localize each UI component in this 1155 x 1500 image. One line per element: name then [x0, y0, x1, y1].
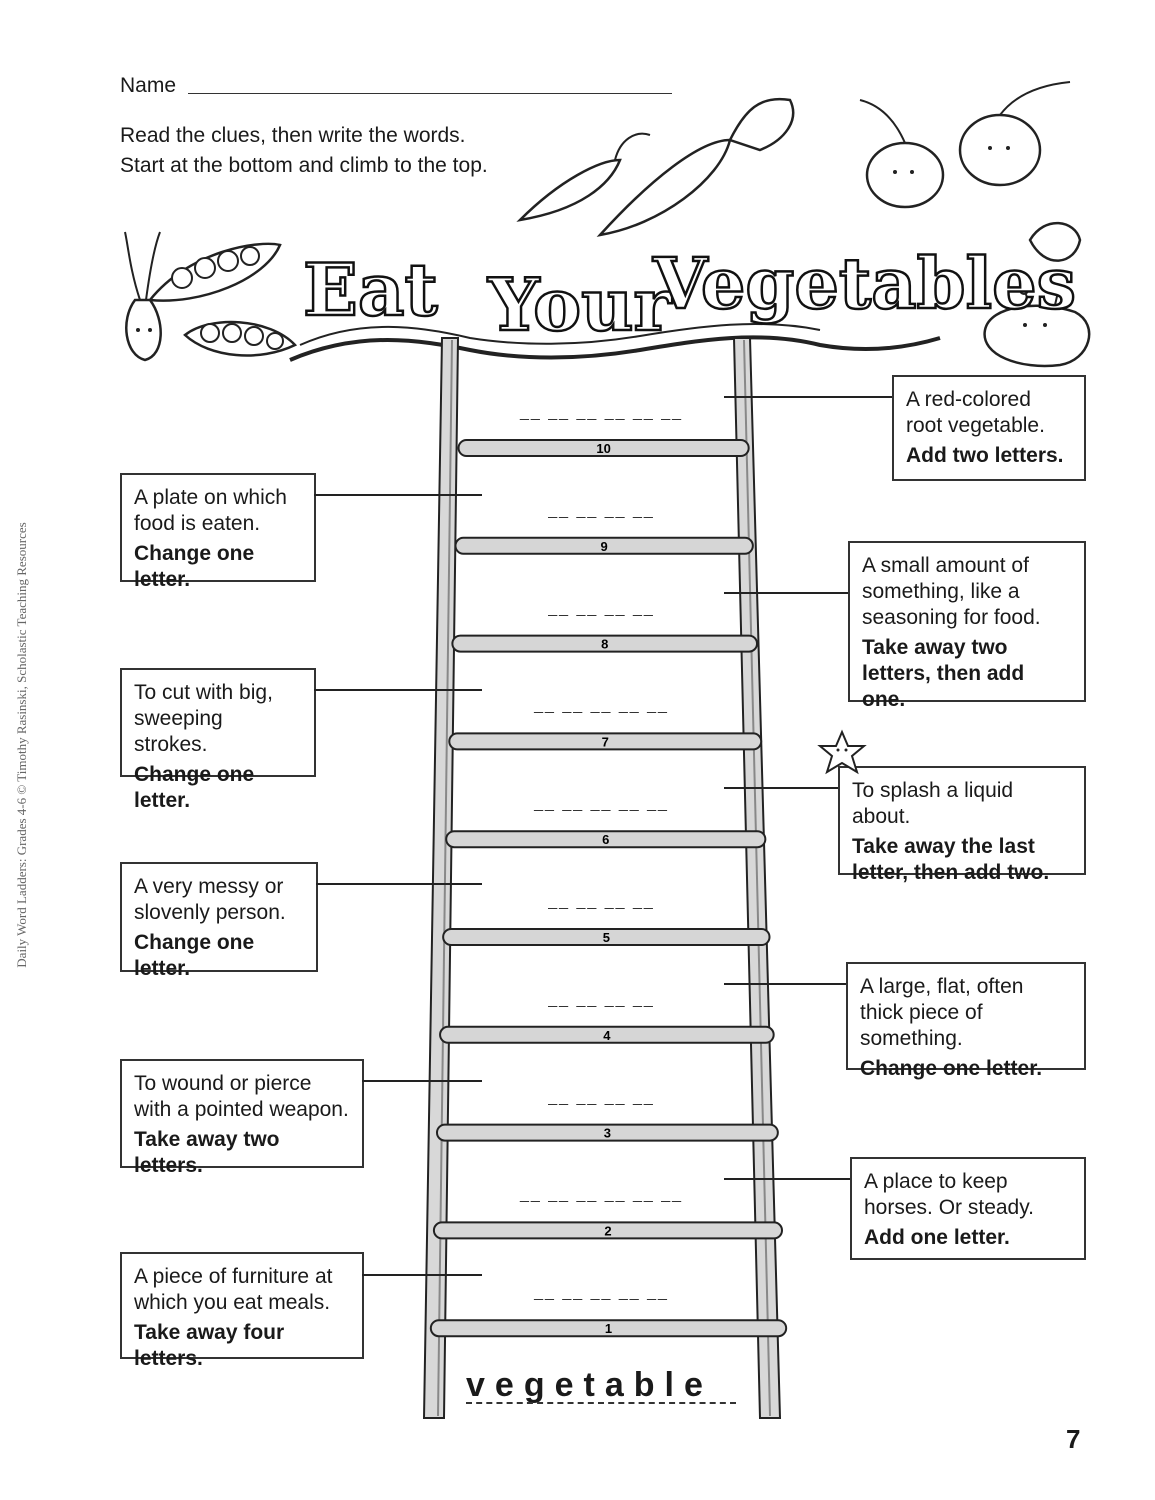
clue-rule: Change one letter.	[134, 931, 255, 980]
side-credit: Daily Word Ladders: Grades 4-6 © Timothy Rasinski, Scholastic Teaching Resources	[14, 522, 29, 968]
clue-rule: Take away two letters, then add one.	[862, 636, 1025, 711]
clue-leader-9	[314, 494, 482, 496]
rung-number: 5	[602, 930, 610, 945]
rung-number: 2	[604, 1223, 612, 1239]
base-word: vegetable	[466, 1366, 713, 1404]
rung-number: 7	[601, 734, 609, 750]
clue-rule: Take away the last letter, then add two.	[852, 835, 1050, 884]
answer-blank-row[interactable]: __ __ __ __ __	[534, 795, 669, 813]
base-word-underline	[466, 1402, 736, 1404]
page-number: 7	[1066, 1424, 1081, 1454]
answer-blank-row[interactable]: __ __ __ __ __	[534, 697, 669, 715]
star-icon	[812, 728, 872, 778]
title-word-eat: Eat	[303, 247, 438, 332]
clue-definition: A place to keep horses. Or steady.	[864, 1170, 1035, 1219]
clue-box-3	[120, 1059, 364, 1177]
clue-definition: A small amount of something, like a seasoning for food.	[862, 554, 1041, 629]
clue-box-4	[846, 962, 1086, 1080]
answer-blank-row[interactable]: __ __ __ __ __	[534, 1284, 669, 1302]
clue-definition: A piece of furniture at which you eat meals.	[134, 1265, 333, 1314]
clue-box-2	[850, 1157, 1086, 1260]
clue-leader-1	[362, 1274, 482, 1276]
title-word-your: Your	[488, 262, 672, 347]
instruction-line-1: Read the clues, then write the words.	[120, 124, 466, 147]
clue-leader-5	[316, 883, 482, 885]
clue-leader-7	[314, 689, 482, 691]
clue-box-10	[892, 375, 1086, 481]
answer-blank-row[interactable]: __ __ __ __	[548, 893, 655, 910]
clue-definition: A large, flat, often thick piece of something.	[860, 975, 1024, 1050]
clue-box-6	[838, 766, 1086, 884]
clue-leader-10	[724, 396, 894, 398]
rung-number: 1	[604, 1321, 613, 1337]
clue-box-8	[848, 541, 1086, 711]
clue-leader-6	[724, 787, 840, 789]
answer-blank-row[interactable]: __ __ __ __	[548, 599, 655, 617]
clue-rule: Change one letter.	[134, 542, 255, 591]
clue-definition: A plate on which food is eaten.	[134, 486, 287, 535]
clue-leader-4	[724, 983, 848, 985]
rung-number: 3	[603, 1125, 612, 1141]
rung-number: 4	[603, 1027, 611, 1043]
clue-definition: To cut with big, sweeping strokes.	[134, 681, 273, 756]
clue-rule: Take away two letters.	[134, 1128, 280, 1177]
rung-number: 8	[601, 636, 609, 652]
clue-box-5	[120, 862, 318, 980]
answer-blank-row[interactable]: __ __ __ __	[548, 1088, 655, 1106]
clue-leader-3	[362, 1080, 482, 1082]
rung-number: 9	[600, 538, 608, 554]
rung-number: 6	[602, 832, 610, 848]
clue-definition: A red-colored root vegetable.	[906, 388, 1045, 437]
clue-leader-2	[724, 1178, 852, 1180]
answer-blank-row[interactable]: __ __ __ __ __ __	[519, 404, 683, 421]
title-word-vegetables: Vegetables	[653, 242, 1077, 325]
clue-rule: Change one letter.	[134, 763, 255, 812]
name-label: Name	[120, 74, 177, 97]
clue-definition: To splash a liquid about.	[852, 779, 1014, 828]
clue-rule: Add two letters.	[906, 444, 1064, 467]
clue-box-9	[120, 473, 316, 591]
clue-box-7	[120, 668, 316, 812]
clue-definition: To wound or pierce with a pointed weapon.	[134, 1072, 349, 1121]
clue-definition: A very messy or slovenly person.	[134, 875, 286, 924]
rung-number: 10	[596, 441, 611, 456]
instruction-line-2: Start at the bottom and climb to the top.	[120, 154, 488, 177]
answer-blank-row[interactable]: __ __ __ __ __ __	[519, 1186, 683, 1204]
clue-rule: Change one letter.	[860, 1057, 1043, 1080]
clue-box-1	[120, 1252, 364, 1370]
clue-rule: Take away four letters.	[134, 1321, 285, 1370]
answer-blank-row[interactable]: __ __ __ __	[548, 501, 655, 519]
clue-rule: Add one letter.	[864, 1226, 1010, 1249]
clue-leader-8	[724, 592, 850, 594]
answer-blank-row[interactable]: __ __ __ __	[548, 990, 655, 1008]
